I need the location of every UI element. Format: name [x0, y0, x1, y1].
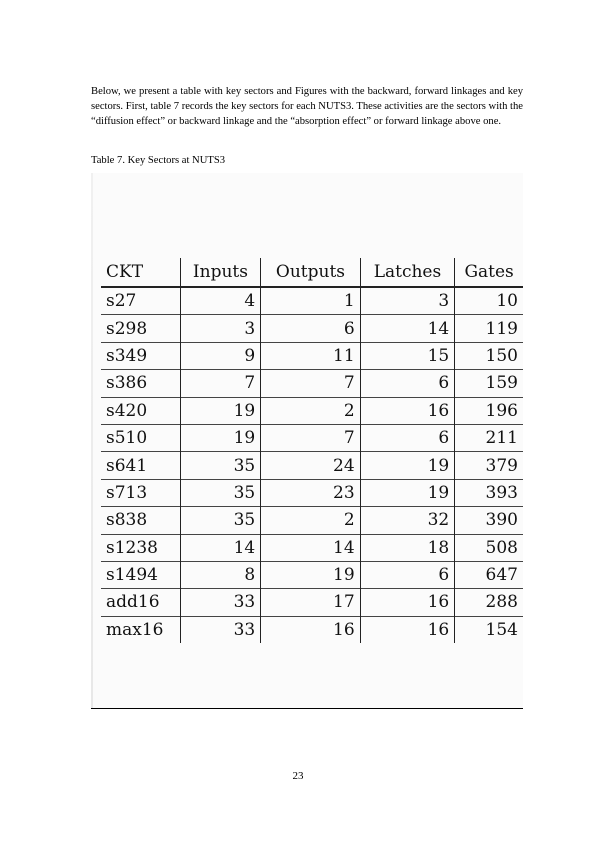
table-row — [101, 287, 523, 315]
table-row — [101, 479, 523, 506]
table-cell: 16 — [261, 616, 360, 643]
table-row — [101, 616, 523, 643]
table-cell: 16 — [360, 397, 455, 424]
table-cell: 211 — [455, 424, 523, 451]
table-cell: 15 — [360, 342, 455, 369]
table-cell: 9 — [180, 342, 261, 369]
table-cell: 24 — [261, 452, 360, 479]
table-cell: s713 — [101, 479, 180, 506]
table-cell: max16 — [101, 616, 180, 643]
table-row — [101, 424, 523, 451]
table-cell: 508 — [455, 534, 523, 561]
table-cell: 23 — [261, 479, 360, 506]
table-cell: s298 — [101, 315, 180, 342]
header-outputs: Outputs — [261, 258, 360, 287]
table-cell: 19 — [180, 397, 261, 424]
table-cell: s420 — [101, 397, 180, 424]
table-cell: 17 — [261, 589, 360, 616]
table-cell: s349 — [101, 342, 180, 369]
table-cell: 2 — [261, 397, 360, 424]
table-cell: s838 — [101, 507, 180, 534]
page-number: 23 — [292, 770, 304, 782]
table-cell: 14 — [180, 534, 261, 561]
table-cell: 19 — [180, 424, 261, 451]
table-cell: 33 — [180, 589, 261, 616]
table-cell: 7 — [261, 424, 360, 451]
table-row — [101, 452, 523, 479]
table-cell: 647 — [455, 561, 523, 588]
table-cell: 6 — [360, 370, 455, 397]
table-caption: Table 7. Key Sectors at NUTS3 — [91, 155, 226, 166]
circuit-table — [101, 258, 523, 643]
table-cell: s386 — [101, 370, 180, 397]
table-cell: 6 — [360, 561, 455, 588]
table-cell: add16 — [101, 589, 180, 616]
table-cell: 1 — [261, 287, 360, 315]
table-cell: 196 — [455, 397, 523, 424]
table-cell: 154 — [455, 616, 523, 643]
table-cell: 33 — [180, 616, 261, 643]
table-cell: s641 — [101, 452, 180, 479]
table-cell: 35 — [180, 507, 261, 534]
table-cell: 14 — [360, 315, 455, 342]
table-cell: 14 — [261, 534, 360, 561]
table-header-row — [101, 258, 523, 287]
table-cell: 35 — [180, 479, 261, 506]
table-row — [101, 507, 523, 534]
table-cell: 19 — [360, 452, 455, 479]
table-cell: 6 — [261, 315, 360, 342]
table-cell: 119 — [455, 315, 523, 342]
table-cell: s510 — [101, 424, 180, 451]
bottom-rule — [91, 708, 523, 709]
table-cell: 3 — [180, 315, 261, 342]
table-cell: s1494 — [101, 561, 180, 588]
table-cell: 19 — [261, 561, 360, 588]
table-row — [101, 370, 523, 397]
table-cell: 10 — [455, 287, 523, 315]
header-latches: Latches — [360, 258, 455, 287]
table-cell: 4 — [180, 287, 261, 315]
header-ckt: CKT — [101, 258, 180, 287]
table-body — [101, 287, 523, 643]
header-inputs: Inputs — [180, 258, 261, 287]
table-cell: 32 — [360, 507, 455, 534]
table-cell: 16 — [360, 616, 455, 643]
header-gates: Gates — [455, 258, 523, 287]
table-row — [101, 315, 523, 342]
table-cell: 7 — [180, 370, 261, 397]
table-cell: 19 — [360, 479, 455, 506]
table-cell: 11 — [261, 342, 360, 369]
table-cell: 288 — [455, 589, 523, 616]
scanned-table-image — [91, 173, 523, 709]
table-cell: 150 — [455, 342, 523, 369]
table-row — [101, 561, 523, 588]
table-cell: 2 — [261, 507, 360, 534]
table-cell: 390 — [455, 507, 523, 534]
table-cell: 7 — [261, 370, 360, 397]
table-row — [101, 589, 523, 616]
table-row — [101, 397, 523, 424]
table-cell: 35 — [180, 452, 261, 479]
table-cell: s27 — [101, 287, 180, 315]
table-cell: 393 — [455, 479, 523, 506]
table-cell: 6 — [360, 424, 455, 451]
intro-paragraph: Below, we present a table with key sectors and Figures with the backward, forward linkages and key sectors. First, table 7 records the key sectors for each NUTS3. These activities are the sectors with the “diffusion effect” or backward linkage and the “absorption effect” or forward linkage above one. — [91, 86, 523, 128]
table-cell: s1238 — [101, 534, 180, 561]
table-cell: 18 — [360, 534, 455, 561]
table-cell: 8 — [180, 561, 261, 588]
table-cell: 16 — [360, 589, 455, 616]
table-cell: 3 — [360, 287, 455, 315]
scan-edge-shading — [91, 173, 93, 709]
table-row — [101, 534, 523, 561]
table-row — [101, 342, 523, 369]
table-cell: 159 — [455, 370, 523, 397]
table-cell: 379 — [455, 452, 523, 479]
